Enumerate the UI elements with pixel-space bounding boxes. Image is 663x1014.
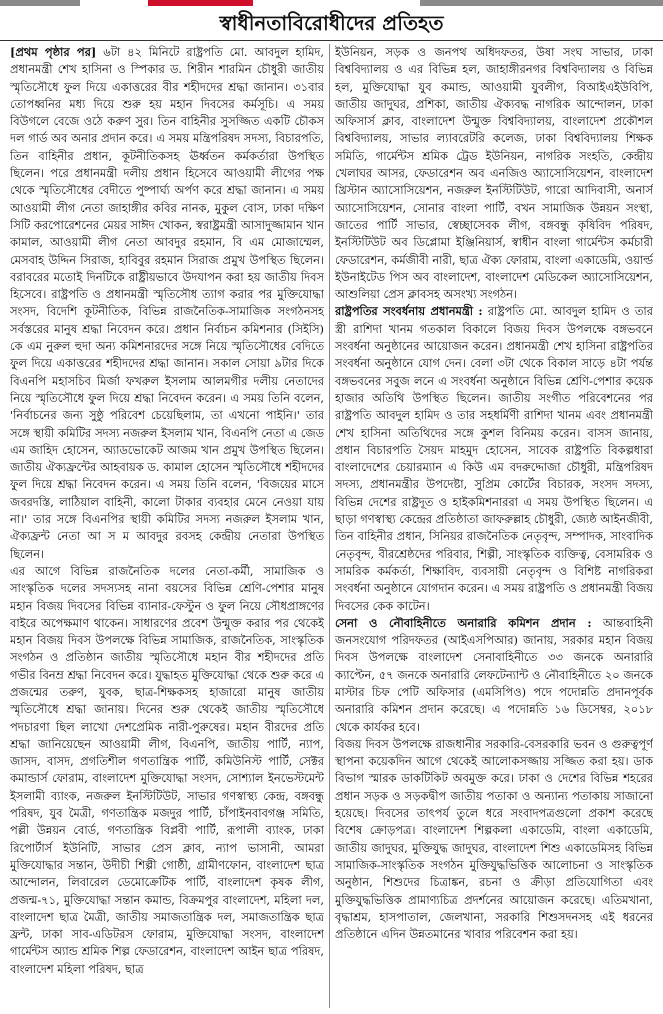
paragraph-text: এর আগে বিভিন্ন রাজনৈতিক দলের নেতা-কর্মী, সামাজিক ও সাংস্কৃতিক দলের সদস্যসহ নানা বয়সের বিভিন্ন শ্রেণি-পেশার মানুষ মহান বিজয় দিবসের বিভিন্ন ব্যানার-ফেস্টুন ও ফুল নিয়ে সৌধপ্রাঙ্গণের বাইরে অপেক্ষমাণ থাকেন। সাধারণের প্রবেশ উন্মুক্ত করার পর থেকেই মহান বিজয় দিবস উপলক্ষে বিভিন্ন সামাজিক, রাজনৈতিক, সাংস্কৃতিক সংগঠন ও প্রতিষ্ঠান জাতীয় স্মৃতিসৌধে মহান বীর শহীদদের প্রতি গভীর বিনম্র শ্রদ্ধা নিবেদন করে। যুদ্ধাহত মুক্তিযোদ্ধা থেকে শুরু করে এ প্রজন্মের তরুণ, যুবক, ছাত্র-শিক্ষকসহ হাজারো মানুষ জাতীয় স্মৃতিসৌধে শ্রদ্ধা জানায়। দিনের শুরু থেকেই জাতীয় স্মৃতিসৌধে পদচারণা ছিল লাখো দেশপ্রেমিক নারী-পুরুষের। মহান বীরদের প্রতি শ্রদ্ধা জানিয়েছেন আওয়ামী লীগ, বিএনপি, জাতীয় পার্টি, ন্যাপ, জাসদ, বাসদ, প্রগতিশীল গণতান্ত্রিক পার্টি, কমিউনিস্ট পার্টি, সেক্টর কমান্ডার্স ফোরাম, বাংলাদেশ মুক্তিযোদ্ধা সংসদ, সোশ্যাল ইনভেস্টমেন্ট ইসলামী ব্যাংক, নজরুল ইনস্টিটিউট, সাভার গণস্বাস্থ্য কেন্দ্র, বঙ্গবন্ধু পরিষদ, যুব মৈত্রী, গণতান্ত্রিক মজদুর পার্টি, চাঁপাইনবাবগঞ্জ সমিতি, পল্লী উন্নয়ন বোর্ড, গণতান্ত্রিক বিপ্লবী পার্টি, রূপালী ব্যাংক, ঢাকা রিপোর্টার্স ইউনিটি, সাভার প্রেস ক্লাব, ন্যাপ ভাসানী, আমরা মুক্তিযোদ্ধার সন্তান, উদীচী শিল্পী গোষ্ঠী, গ্রামীণফোন, বাংলাদেশ ছাত্র আন্দোলন, লিবারেল ডেমোক্রেটিক পার্টি, বাংলাদেশ কৃষক লীগ, প্রজন্ম-৭১, মুক্তিযোদ্ধা সন্তান কমান্ড, বিক্রমপুর বাংলাদেশ, মহিলা দল, বাংলাদেশ ছাত্র মৈত্রী, জাতীয় সমাজতান্ত্রিক দল, সমাজতান্ত্রিক ছাত্র ফ্রন্ট, ঢাকা সাব-এডিটরস ফোরাম, মুক্তিযোদ্ধা সংসদ, বাংলাদেশ গার্মেন্টস অ্যান্ড শ্রমিক শিল্প ফেডারেশন, বাংলাদেশ আইন ছাত্র পরিষদ, বাংলাদেশ মহিলা পরিষদ, ছাত্র xyxy=(10,563,324,976)
column-divider xyxy=(329,44,330,1008)
paragraph-honorary-commission xyxy=(335,615,653,736)
subheading: সেনা ও নৌবাহিনীতে অনারারি কমিশন প্রদান : xyxy=(335,615,592,630)
paragraph-president-reception xyxy=(335,303,653,614)
article-headline: স্বাধীনতাবিরোধীদের প্রতিহত xyxy=(0,6,663,41)
paragraph-text: ইউনিয়ন, সড়ক ও জনপথ অধিদফতর, উষা সংঘ সাভার, ঢাকা বিশ্ববিদ্যালয় ও এর বিভিন্ন হল, জাহাঙ্গীরনগর বিশ্ববিদ্যালয় ও বিভিন্ন হল, মুক্তিযোদ্ধা যুব কমান্ড, আওয়ামী যুবলীগ, বিআইএইউবিপি, জাতীয় জাদুঘর, প্রশিকা, জাতীয় ঐক্যবদ্ধ নাগরিক আন্দোলন, ঢাকা অফিসার্স ক্লাব, বাংলাদেশ উন্মুক্ত বিশ্ববিদ্যালয়, বাংলাদেশ প্রকৌশল বিশ্ববিদ্যালয়, সাভার ল্যাবরেটরি কলেজ, ঢাকা বিশ্ববিদ্যালয় শিক্ষক সমিতি, গার্মেন্টস শ্রমিক ট্রেড ইউনিয়ন, নাগরিক সংহতি, কেন্দ্রীয় খেলাঘর আসর, ফেডারেশন অব এনজিও অ্যাসোসিয়েশন, বাংলাদেশ খ্রিস্টান অ্যাসোসিয়েশন, নজরুল ইনস্টিটিউট, গারো আদিবাসী, অনার্স অ্যাসোসিয়েশন, সোনার বাংলা পার্টি, বখন সামাজিক উন্নয়ন সংস্থা, জাতের পার্টি সাভার, স্বেচ্ছাসেবক লীগ, বঙ্গবন্ধু কৃষিবিদ পরিষদ, ইনস্টিটিউট অব ডিপ্লোমা ইঞ্জিনিয়ার্স, স্বাধীন বাংলা গার্মেন্টস কর্মচারী ফেডারেশন, কর্মজীবী নারী, ছাত্র ঐক্য ফোরাম, বাংলা একাডেমি, ওয়ার্ল্ড ইউনাইটেড পিস অব বাংলাদেশ, বাংলাদেশ মেডিকেল অ্যাসোসিয়েশন, আশুলিয়া প্রেস ক্লাবসহ অসংখ্য সংগঠন। xyxy=(335,45,653,302)
paragraph-text: রাষ্ট্রপতি মো. আবদুল হামিদ ও তার স্ত্রী রাশিদা খানম গতকাল বিকালে বিজয় দিবস উপলক্ষে বঙ্গভবনে সংবর্ধনা অনুষ্ঠানের আয়োজন করেন। প্রধানমন্ত্রী শেখ হাসিনা রাষ্ট্রপতির সংবর্ধনা অনুষ্ঠানে যোগ দেন। বেলা ৩টা থেকে বিকাল সাড়ে ৪টা পর্যন্ত বঙ্গভবনের সবুজ লনে এ সংবর্ধনা অনুষ্ঠানে বিভিন্ন শ্রেণি-পেশার কয়েক হাজার অতিথি উপস্থিত ছিলেন। জাতীয় সংগীত পরিবেশনের পর রাষ্ট্রপতি আবদুল হামিদ ও তার সহধর্মিণী রাশিদা খানম এবং প্রধানমন্ত্রী শেখ হাসিনা অতিথিদের সঙ্গে কুশল বিনিময় করেন। বাসস জানায়, প্রধান বিচারপতি সৈয়দ মাহমুদ হোসেন, সাবেক রাষ্ট্রপতি বিকল্পধারা বাংলাদেশের চেয়ারম্যান এ কিউ এম বদরুদ্দোজা চৌধুরী, মন্ত্রিপরিষদ সদস্য, প্রধানমন্ত্রীর উপদেষ্টা, সুপ্রিম কোর্টের বিচারক, সংসদ সদস্য, বিভিন্ন দেশের রাষ্ট্রদূত ও হাইকমিশনাররা এ সময় উপস্থিত ছিলেন। এ ছাড়া গণস্বাস্থ্য কেন্দ্রের প্রতিষ্ঠাতা জাফরুল্লাহ চৌধুরী, জ্যেষ্ঠ আইনজীবী, তিন বাহিনীর প্রধান, সিনিয়র রাজনৈতিক নেতৃবৃন্দ, সম্পাদক, সাংবাদিক নেতৃবৃন্দ, বীরশ্রেষ্ঠদের পরিবার, শিল্পী, সাংস্কৃতিক ব্যক্তিত্ব, বেসামরিক ও সামরিক কর্মকর্তা, শিক্ষাবিদ, ব্যবসায়ী নেতৃবৃন্দ ও বিশিষ্ট নাগরিকরা সংবর্ধনা অনুষ্ঠানে যোগদান করেন। এ সময় রাষ্ট্রপতি ও প্রধানমন্ত্রী বিজয় দিবসের কেক কাটেন। xyxy=(335,304,653,613)
article-column-right xyxy=(335,44,653,1008)
paragraph-text: ৬টা ৪২ মিনিটে রাষ্ট্রপতি মো. আবদুল হামিদ, প্রধানমন্ত্রী শেখ হাসিনা ও স্পিকার ড. শিরীন শারমিন চৌধুরী জাতীয় স্মৃতিসৌধে ফুল দিয়ে একাত্তরের বীর শহীদদের শ্রদ্ধা জানান। ৩১বার তোপধ্বনির মধ্য দিয়ে শুরু হয় মহান দিবসের কর্মসূচি। এ সময় বিউগলে বেজে ওঠে করুণ সুর। তিন বাহিনীর সুসজ্জিত একটি চৌকস দল গার্ড অব অনার প্রদান করে। এ সময় মন্ত্রিপরিষদ সদস্য, বিচারপতি, তিন বাহিনীর প্রধান, কূটনীতিকসহ ঊর্ধ্বতন কর্মকর্তারা উপস্থিত ছিলেন। পরে প্রধানমন্ত্রী দলীয় প্রধান হিসেবে আওয়ামী লীগের পক্ষ থেকে স্মৃতিসৌধের বেদীতে পুষ্পার্ঘ্য অর্পণ করে শ্রদ্ধা জানান। এ সময় আওয়ামী লীগ নেতা জাহাঙ্গীর কবির নানক, মুকুল বোস, ঢাকা দক্ষিণ সিটি করপোরেশনের মেয়র সাঈদ খোকন, স্বরাষ্ট্রমন্ত্রী আসাদুজ্জামান খান কামাল, আওয়ামী লীগ নেতা আবদুর রহমান, বি এম মোজাম্মেল, মেসবাহ উদ্দিন সিরাজ, হাবিবুর রহমান সিরাজ প্রমুখ উপস্থিত ছিলেন। বরাবরের মতোই দিনটিকে রাষ্ট্রীয়ভাবে উদযাপন করা হয় জাতীয় দিবস হিসেবে। রাষ্ট্রপতি ও প্রধানমন্ত্রী স্মৃতিসৌধ ত্যাগ করার পর মুক্তিযোদ্ধা সংসদ, বিদেশি কূটনীতিক, বিভিন্ন রাজনৈতিক-সামাজিক সংগঠনসহ সর্বস্তরের মানুষ শ্রদ্ধা নিবেদন করে। প্রধান নির্বাচন কমিশনার (সিইসি) কে এম নুরুল হুদা অন্য কমিশনারদের সঙ্গে নিয়ে স্মৃতিসৌধের বেদিতে ফুল দিয়ে একাত্তরের শহীদদের শ্রদ্ধা জানান। সকাল সোয়া ৯টার দিকে বিএনপি মহাসচিব মির্জা ফখরুল ইসলাম আলমগীর দলীয় নেতাদের নিয়ে স্মৃতিসৌধে ফুল দিয়ে শ্রদ্ধা নিবেদন করেন। এ সময় তিনি বলেন, 'নির্বাচনের জন্য সুষ্ঠু পরিবেশ চেয়েছিলাম, তা এখনো পাইনি।' তার সঙ্গে স্থায়ী কমিটির সদস্য নজরুল ইসলাম খান, বিএনপি নেতা এ জেড এম জাহিদ হোসেন, অ্যাডভোকেট আজম খান প্রমুখ উপস্থিত ছিলেন। জাতীয় ঐক্যফ্রন্টের আহবায়ক ড. কামাল হোসেন স্মৃতিসৌধে শহীদদের ফুল দিয়ে শ্রদ্ধা নিবেদন করেন। এ সময় তিনি বলেন, 'বিজয়ের মাসে জবরদস্তি, লাঠিয়াল বাহিনী, কালো টাকার ব্যবহার মেনে নেওয়া যায় না।' তার সঙ্গে বিএনপির স্থায়ী কমিটির সদস্য নজরুল ইসলাম খান, ঐক্যফ্রন্ট নেতা আ স ম আবদুর রবসহ কেন্দ্রীয় নেতারা উপস্থিত ছিলেন। xyxy=(10,45,324,561)
paragraph-continuation xyxy=(10,44,324,563)
continued-from-label: [প্রথম পৃষ্ঠার পর] xyxy=(10,45,97,59)
article-column-left xyxy=(10,44,324,1008)
paragraph-text: আন্তবাহিনী জনসংযোগ পরিদফতর (আইএসপিআর) জানায়, সরকার মহান বিজয় দিবস উপলক্ষে বাংলাদেশ সেনাবাহিনীতে ৩৩ জনকে অনারারি ক্যাপ্টেন, ৫৭ জনকে অনারারি লেফটেন্যান্ট ও নৌবাহিনীতে ২০ জনকে মাস্টার চিফ পেটি অফিসার (এমসিপিও) পদে পদোন্নতি প্রদানপূর্বক অনারারি কমিশন প্রদান করেছে। এ পদোন্নতি ১৬ ডিসেম্বর, ২০১৮ থেকে কার্যকর হবে। xyxy=(335,615,653,734)
paragraph-text: বিজয় দিবস উপলক্ষে রাজধানীর সরকারি-বেসরকারি ভবন ও গুরুত্বপূর্ণ স্থাপনা কয়েকদিন আগে থেকেই আলোকসজ্জায় সজ্জিত করা হয়। ডাক বিভাগ স্মারক ডাকটিকিট অবমুক্ত করে। ঢাকা ও দেশের বিভিন্ন শহরের প্রধান সড়ক ও সড়কদ্বীপ জাতীয় পতাকা ও অন্যান্য পতাকায় সাজানো হয়েছে। দিবসের তাৎপর্য তুলে ধরে সংবাদপত্রগুলো প্রকাশ করেছে বিশেষ ক্রোড়পত্র। বাংলাদেশ শিল্পকলা একাডেমি, বাংলা একাডেমি, জাতীয় জাদুঘর, মুক্তিযুদ্ধ জাদুঘর, বাংলাদেশ শিশু একাডেমিসহ বিভিন্ন সামাজিক-সাংস্কৃতিক সংগঠন মুক্তিযুদ্ধভিত্তিক আলোচনা ও সাংস্কৃতিক অনুষ্ঠান, শিশুদের চিত্রাঙ্কন, রচনা ও ক্রীড়া প্রতিযোগিতা এবং মুক্তিযুদ্ধভিত্তিক প্রামাণ্যচিত্র প্রদর্শনের আয়োজন করেছে। এতিমখানা, বৃদ্ধাশ্রম, হাসপাতাল, জেলখানা, সরকারি শিশুসদনসহ এই ধরনের প্রতিষ্ঠানে এদিন উন্নতমানের খাবার পরিবেশন করা হয়। xyxy=(335,736,653,942)
subheading: রাষ্ট্রপতির সংবর্ধনায় প্রধানমন্ত্রী : xyxy=(335,304,483,319)
